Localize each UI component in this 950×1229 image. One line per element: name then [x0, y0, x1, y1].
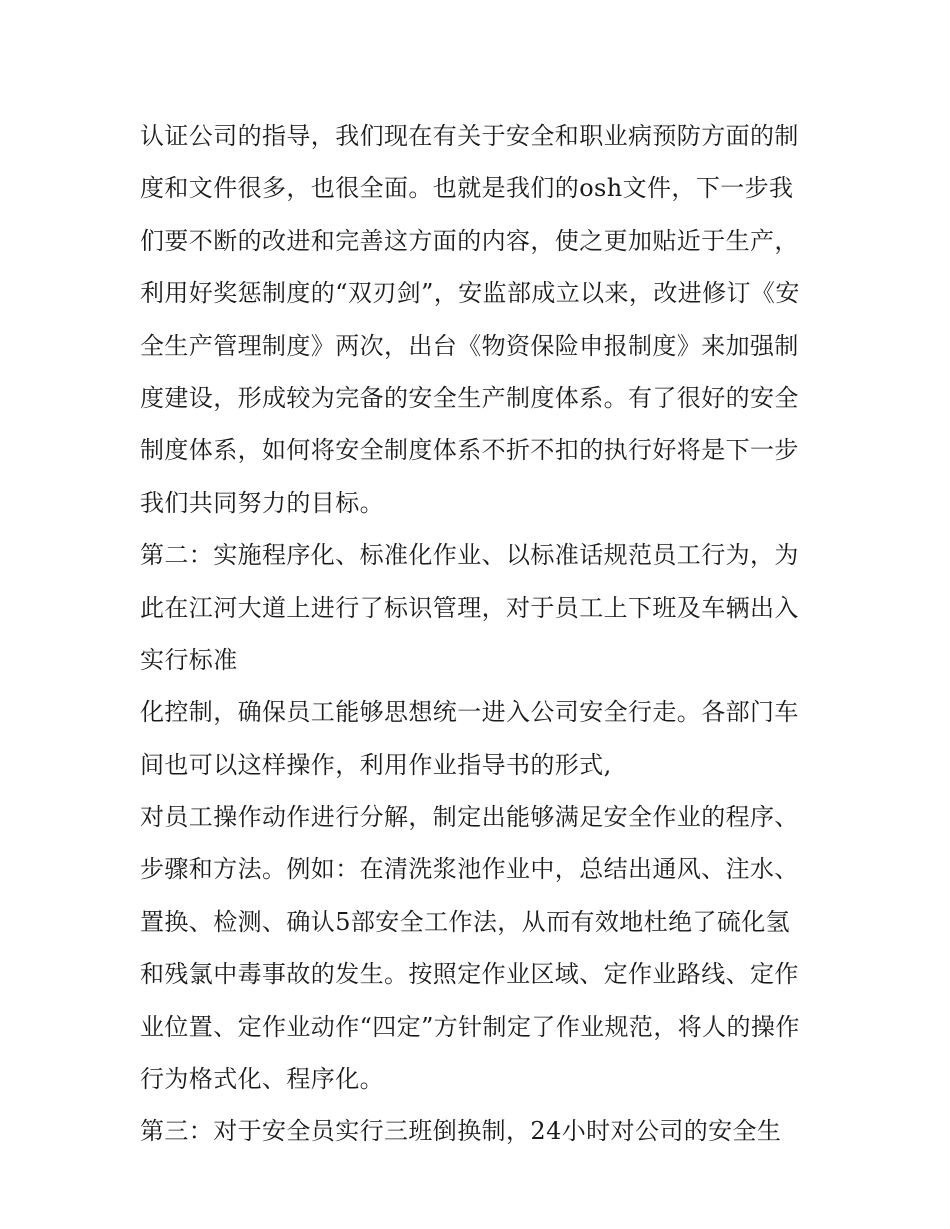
text-line: 实行标准 — [140, 645, 238, 674]
text-line: 度和文件很多，也很全面。也就是我们的osh文件，下一步我 — [140, 174, 794, 203]
text-line: 我们共同努力的目标。 — [140, 488, 384, 517]
text-line: 间也可以这样操作，利用作业指导书的形式, — [140, 750, 612, 779]
document-body — [140, 110, 820, 1158]
text-line: 全生产管理制度》两次，出台《物资保险申报制度》来加强制 — [140, 331, 799, 360]
text-line: 对员工操作动作进行分解，制定出能够满足安全作业的程序、 — [140, 803, 799, 832]
text-line: 们要不断的改进和完善这方面的内容，使之更加贴近于生产， — [140, 226, 799, 255]
text-line: 度建设，形成较为完备的安全生产制度体系。有了很好的安全 — [140, 383, 799, 412]
text-line: 利用好奖惩制度的“双刃剑”，安监部成立以来，改进修订《安 — [140, 279, 800, 308]
text-line: 步骤和方法。例如：在清洗浆池作业中，总结出通风、注水、 — [140, 855, 799, 884]
text-line: 行为格式化、程序化。 — [140, 1065, 384, 1094]
text-line: 认证公司的指导，我们现在有关于安全和职业病预防方面的制 — [140, 122, 799, 150]
text-line: 制度体系，如何将安全制度体系不折不扣的执行好将是下一步 — [140, 436, 799, 465]
text-line: 第二：实施程序化、标准化作业、以标准话规范员工行为，为 — [140, 541, 799, 570]
text-line: 置换、检测、确认5部安全工作法，从而有效地杜绝了硫化氢 — [140, 907, 791, 936]
text-line: 此在江河大道上进行了标识管理，对于员工上下班及车辆出入 — [140, 593, 799, 622]
text-line: 和残氯中毒事故的发生。按照定作业区域、定作业路线、定作 — [140, 960, 799, 989]
text-line: 第三：对于安全员实行三班倒换制，24小时对公司的安全生 — [140, 1117, 782, 1146]
text-line: 化控制，确保员工能够思想统一进入公司安全行走。各部门车 — [140, 698, 799, 727]
text-line: 业位置、定作业动作“四定”方针制定了作业规范，将人的操作 — [140, 1012, 800, 1041]
